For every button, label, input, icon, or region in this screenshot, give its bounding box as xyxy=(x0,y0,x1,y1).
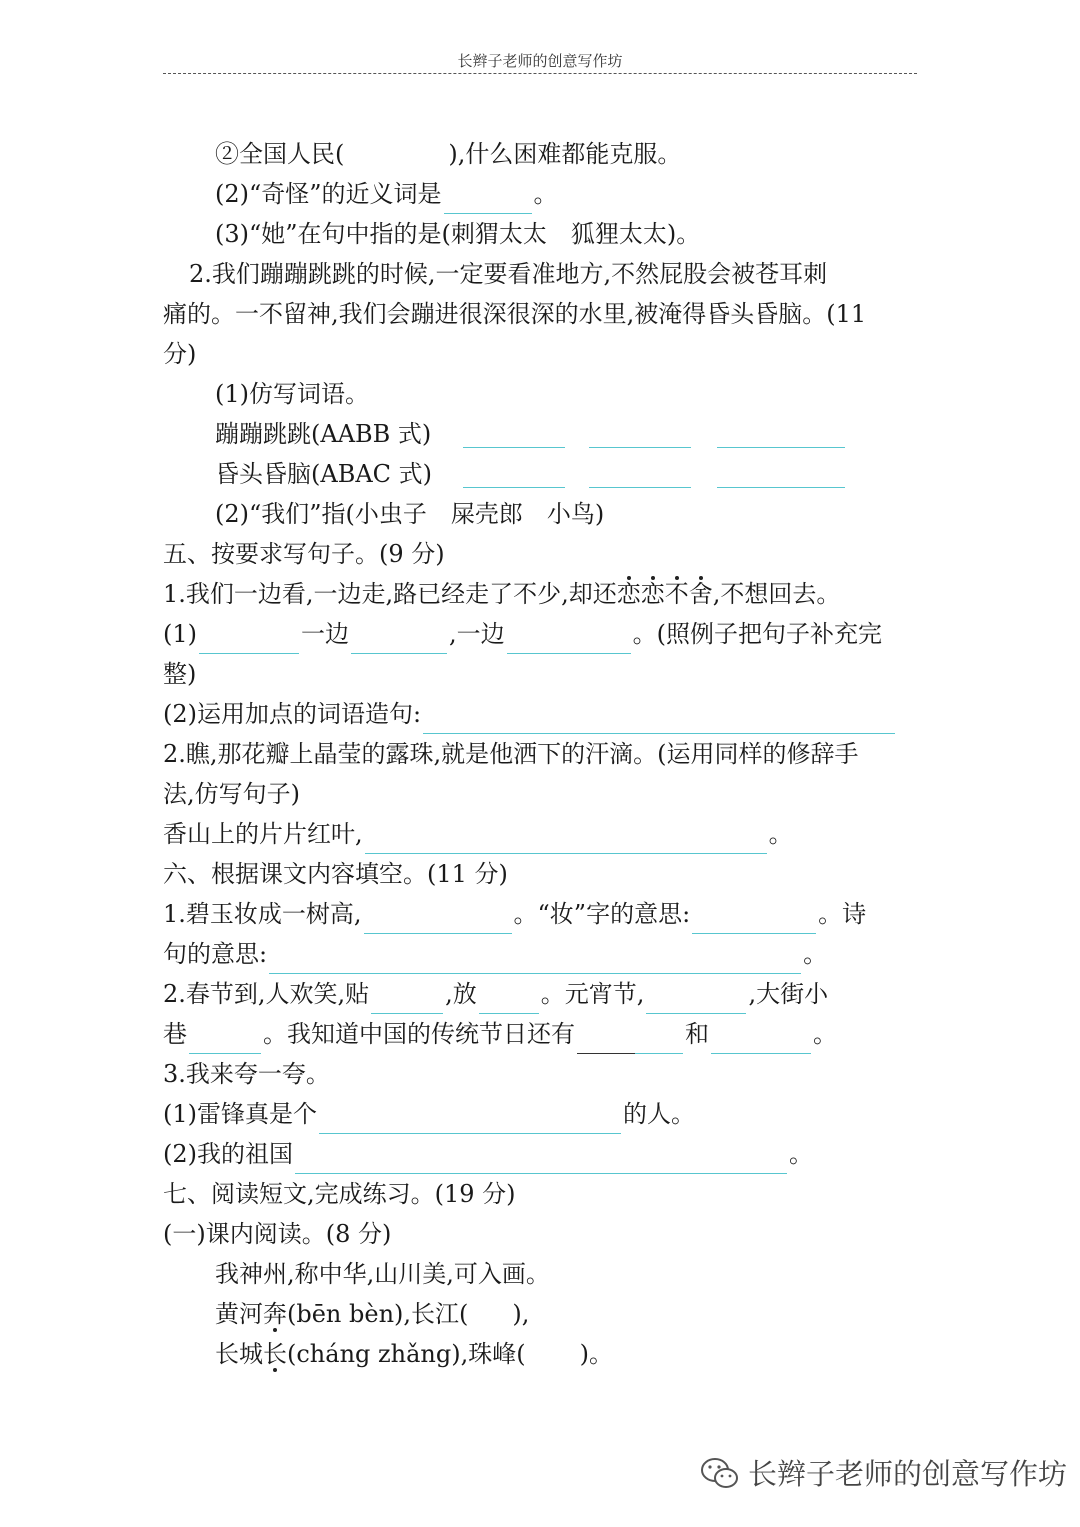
question-line xyxy=(163,1094,695,1134)
question-line xyxy=(163,1014,837,1054)
text: 句的意思: xyxy=(163,940,268,968)
header-divider xyxy=(163,73,917,74)
passage-line: 分) xyxy=(163,340,197,368)
answer-blank[interactable] xyxy=(463,457,565,488)
text: 和 xyxy=(685,1020,709,1048)
passage-line: 痛的。一不留神,我们会蹦进很深很深的水里,被淹得昏头昏脑。(11 xyxy=(163,300,867,328)
question-line xyxy=(163,614,882,654)
text: 。(照例子把句子补充完 xyxy=(632,620,883,648)
text: 。 xyxy=(803,940,828,968)
text: 。“妆”字的意思: xyxy=(513,900,691,928)
text: 。 xyxy=(768,820,793,848)
text: (1) xyxy=(163,620,197,648)
poem-line xyxy=(215,1334,613,1374)
answer-blank[interactable] xyxy=(717,417,845,448)
text: (2)“奇怪”的近义词是 xyxy=(215,180,442,208)
text: 巷 xyxy=(163,1020,187,1048)
dotted-char: 长 xyxy=(263,1334,287,1374)
emphasis-dots xyxy=(617,576,713,580)
text: (2)我的祖国 xyxy=(163,1140,293,1168)
dotted-word-text: 恋恋不舍 xyxy=(616,580,713,608)
passage-line: 2.我们蹦蹦跳跳的时候,一定要看准地方,不然屁股会被苍耳刺 xyxy=(189,260,828,288)
text: 。我知道中国的传统节日还有 xyxy=(263,1020,575,1048)
question-line: 3.我来夸一夸。 xyxy=(163,1060,330,1088)
text: 1.碧玉妆成一树高, xyxy=(163,900,362,928)
text: 1.我们一边看,一边走,路已经走了不少,却还 xyxy=(163,580,617,608)
answer-blank[interactable] xyxy=(423,703,895,734)
dotted-char: 奔 xyxy=(263,1294,287,1334)
question-line xyxy=(163,694,897,734)
wechat-icon xyxy=(700,1456,740,1492)
answer-blank[interactable] xyxy=(589,457,691,488)
answer-blank[interactable] xyxy=(365,823,767,854)
section-heading: 七、阅读短文,完成练习。(19 分) xyxy=(163,1180,516,1208)
text: 2.春节到,人欢笑,贴 xyxy=(163,980,370,1008)
answer-blank[interactable] xyxy=(711,1023,811,1054)
answer-blank[interactable] xyxy=(351,623,447,654)
watermark xyxy=(700,1452,1067,1496)
text: 的人。 xyxy=(623,1100,695,1128)
text: 香山上的片片红叶, xyxy=(163,820,363,848)
text: 。诗 xyxy=(818,900,867,928)
text: 。 xyxy=(813,1020,837,1048)
poem-line: 我神州,称中华,山川美,可入画。 xyxy=(215,1260,550,1288)
question-line xyxy=(215,134,681,174)
answer-blank[interactable] xyxy=(635,1023,683,1054)
question-line xyxy=(215,454,432,494)
question-line: 法,仿写句子) xyxy=(163,780,300,808)
section-heading: 五、按要求写句子。(9 分) xyxy=(163,540,445,568)
page-header: 长辫子老师的创意写作坊 xyxy=(457,52,623,70)
text: 。 xyxy=(789,1140,813,1168)
question-line: (2)“我们”指(小虫子 屎壳郎 小鸟) xyxy=(215,500,605,528)
text: (bēn bèn),长江( xyxy=(287,1300,469,1328)
text: ),什么困难都能克服。 xyxy=(448,140,682,168)
question-line xyxy=(163,894,866,934)
dotted-word xyxy=(617,574,713,614)
text: 黄河 xyxy=(215,1300,263,1328)
question-line xyxy=(163,934,827,974)
subsection-heading: (一)课内阅读。(8 分) xyxy=(163,1220,392,1248)
answer-blank[interactable] xyxy=(646,983,746,1014)
answer-blank[interactable] xyxy=(189,1023,261,1054)
text: (1)雷锋真是个 xyxy=(163,1100,317,1128)
question-line: 整) xyxy=(163,660,197,688)
text: ,一边 xyxy=(449,620,505,648)
question-line xyxy=(163,814,793,854)
answer-blank[interactable] xyxy=(479,983,539,1014)
question-line xyxy=(163,974,828,1014)
text: ), xyxy=(512,1300,530,1328)
text: (2)运用加点的词语造句: xyxy=(163,700,422,728)
text: ,不想回去。 xyxy=(712,580,841,608)
text: ②全国人民( xyxy=(215,140,345,168)
section-heading: 六、根据课文内容填空。(11 分) xyxy=(163,860,508,888)
question-line xyxy=(215,414,431,454)
text: 蹦蹦跳跳(AABB 式) xyxy=(215,420,432,448)
text: 长城 xyxy=(215,1340,263,1368)
answer-blank[interactable] xyxy=(295,1143,787,1174)
answer-blank[interactable] xyxy=(717,457,845,488)
answer-blank[interactable] xyxy=(507,623,631,654)
text: 一边 xyxy=(301,620,349,648)
answer-blank[interactable] xyxy=(463,417,565,448)
answer-blank[interactable] xyxy=(269,943,801,974)
text: 。元宵节, xyxy=(540,980,645,1008)
text: (cháng zhǎng),珠峰( xyxy=(287,1340,526,1368)
answer-blank[interactable] xyxy=(371,983,443,1014)
answer-blank[interactable] xyxy=(577,1023,635,1054)
answer-blank[interactable] xyxy=(319,1103,621,1134)
text: )。 xyxy=(579,1340,613,1368)
text: ,放 xyxy=(445,980,477,1008)
question-line: (3)“她”在句中指的是(刺猬太太 狐狸太太)。 xyxy=(215,220,701,248)
question-line: 2.瞧,那花瓣上晶莹的露珠,就是他洒下的汗滴。(运用同样的修辞手 xyxy=(163,740,859,768)
question-line xyxy=(163,574,840,614)
answer-blank[interactable] xyxy=(692,903,816,934)
answer-blank[interactable] xyxy=(444,183,532,214)
watermark-text: 长辫子老师的创意写作坊 xyxy=(748,1457,1068,1491)
text: 。 xyxy=(533,180,558,208)
text: 昏头昏脑(ABAC 式) xyxy=(215,460,433,488)
question-line xyxy=(163,1134,813,1174)
question-line: (1)仿写词语。 xyxy=(215,380,369,408)
poem-line xyxy=(215,1294,529,1334)
answer-blank[interactable] xyxy=(364,903,512,934)
answer-blank[interactable] xyxy=(199,623,299,654)
text: ,大街小 xyxy=(748,980,829,1008)
question-line xyxy=(215,174,558,214)
answer-blank[interactable] xyxy=(589,417,691,448)
